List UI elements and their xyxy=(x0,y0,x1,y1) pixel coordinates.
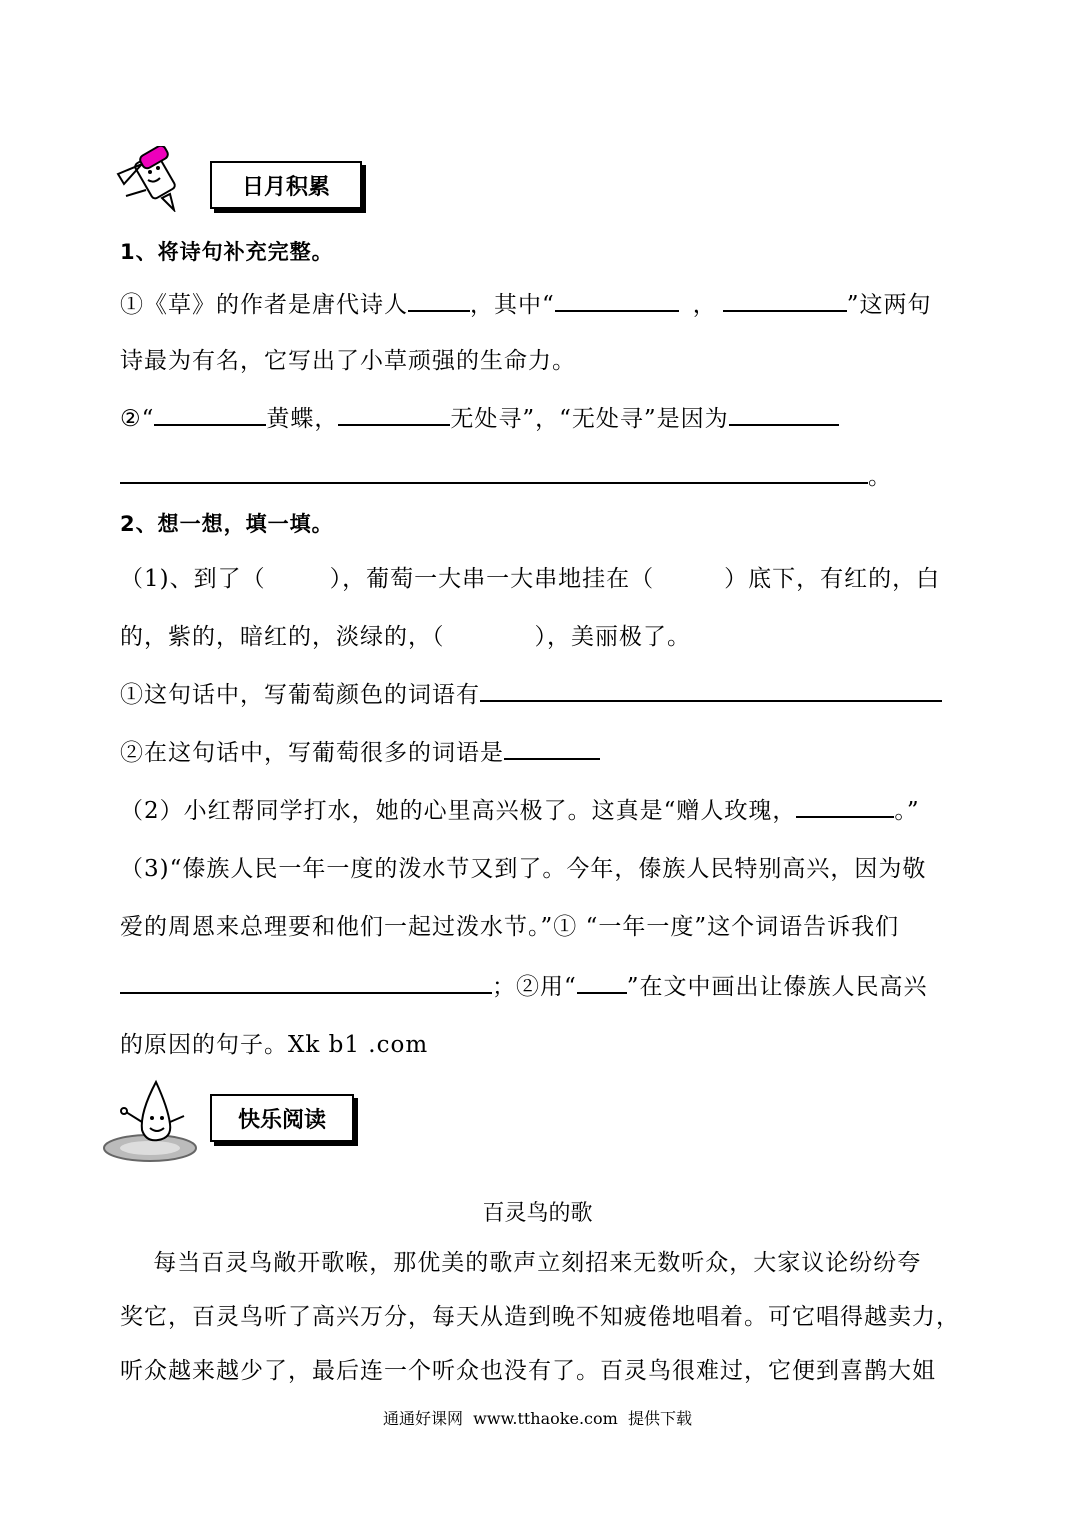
q2-p5: 爱的周恩来总理要和他们一起过泼水节。”① “一年一度”这个词语告诉我们 xyxy=(120,914,900,940)
q2-p3-b: 。” xyxy=(894,798,920,824)
q1-line3-a: ②“ xyxy=(120,406,155,432)
passage-line: 每当百灵鸟敞开歌喉，那优美的歌声立刻招来无数听众，大家议论纷纷夸 xyxy=(120,1250,922,1276)
passage-line: 奖它，百灵鸟听了高兴万分，每天从造到晚不知疲倦地唱着。可它唱得越卖力， xyxy=(120,1304,960,1330)
q1-line1-b: ，其中“ xyxy=(470,292,555,318)
footer-credit: 通通好课网 www.tthaoke.com 提供下载 xyxy=(383,1409,692,1428)
blank-reason[interactable] xyxy=(729,404,839,426)
q2-s2-text: ②在这句话中，写葡萄很多的词语是 xyxy=(120,740,504,766)
blank-proverb[interactable] xyxy=(796,796,894,818)
q2-p7: 的原因的句子。Xk b1 .com xyxy=(120,1032,429,1058)
q2-p6-b: ”在文中画出让傣族人民高兴 xyxy=(626,974,928,1000)
q2-p6-a: ；②用“ xyxy=(492,974,577,1000)
q2-p1-a: （1)、到了（ xyxy=(120,566,266,592)
q2-p4: （3)“傣族人民一年一度的泼水节又到了。今年，傣族人民特别高兴，因为敬 xyxy=(120,856,927,882)
q1-line3-b: 黄蝶， xyxy=(266,406,339,432)
q2-s2 xyxy=(120,734,600,767)
q2-p1-c: ）底下，有红的，白 xyxy=(724,566,941,592)
q2-p2 xyxy=(120,618,691,651)
q1-line1 xyxy=(120,286,932,319)
section-heading-label: 日月积累 xyxy=(241,174,330,200)
q2-p3 xyxy=(120,792,920,825)
passage-line: 听众越来越少了，最后连一个听众也没有了。百灵鸟很难过，它便到喜鹊大姐 xyxy=(120,1358,936,1384)
water-drop-mascot-icon xyxy=(100,1078,200,1164)
blank-poet[interactable] xyxy=(408,290,470,312)
blank-verse-2[interactable] xyxy=(723,290,847,312)
blank-mark[interactable] xyxy=(577,972,627,994)
blank-verse-1[interactable] xyxy=(555,290,679,312)
q2-p6 xyxy=(120,968,928,1001)
q1-line4-end: 。 xyxy=(868,464,892,490)
q2-p2-a: 的，紫的，暗红的，淡绿的，（ xyxy=(120,624,445,650)
blank-butterfly-1[interactable] xyxy=(154,404,266,426)
q1-title: 1、将诗句补充完整。 xyxy=(120,240,334,264)
q2-title: 2、想一想，填一填。 xyxy=(120,512,334,536)
q1-line3-c: 无处寻”，“无处寻”是因为 xyxy=(450,406,729,432)
blank-color-words[interactable] xyxy=(480,680,942,702)
section-heading-reading xyxy=(210,1094,354,1142)
q1-line1-a: ①《草》的作者是唐代诗人 xyxy=(120,292,408,318)
blank-many-words[interactable] xyxy=(504,738,600,760)
q1-line1-d: ”这两句 xyxy=(846,292,932,318)
blank-meaning[interactable] xyxy=(120,972,492,994)
q2-p1-b: ），葡萄一大串一大串地挂在（ xyxy=(329,566,655,592)
q1-line4 xyxy=(120,458,892,491)
q1-line1-c: ， xyxy=(692,292,717,318)
blank-butterfly-2[interactable] xyxy=(338,404,450,426)
section-heading-label: 快乐阅读 xyxy=(237,1107,326,1133)
q2-p3-a: （2）小红帮同学打水，她的心里高兴极了。这真是“赠人玫瑰， xyxy=(120,798,797,824)
pencil-mascot-icon xyxy=(112,146,192,212)
q1-line2: 诗最为有名，它写出了小草顽强的生命力。 xyxy=(120,348,576,374)
q2-s1 xyxy=(120,676,942,709)
q2-s1-text: ①这句话中，写葡萄颜色的词语有 xyxy=(120,682,480,708)
section-heading-accumulation xyxy=(210,161,362,209)
q2-p1 xyxy=(120,560,940,593)
q1-line3 xyxy=(120,400,839,433)
q2-p2-b: ），美丽极了。 xyxy=(534,624,691,650)
blank-reason-cont[interactable] xyxy=(120,462,868,484)
passage-title: 百灵鸟的歌 xyxy=(482,1201,593,1226)
